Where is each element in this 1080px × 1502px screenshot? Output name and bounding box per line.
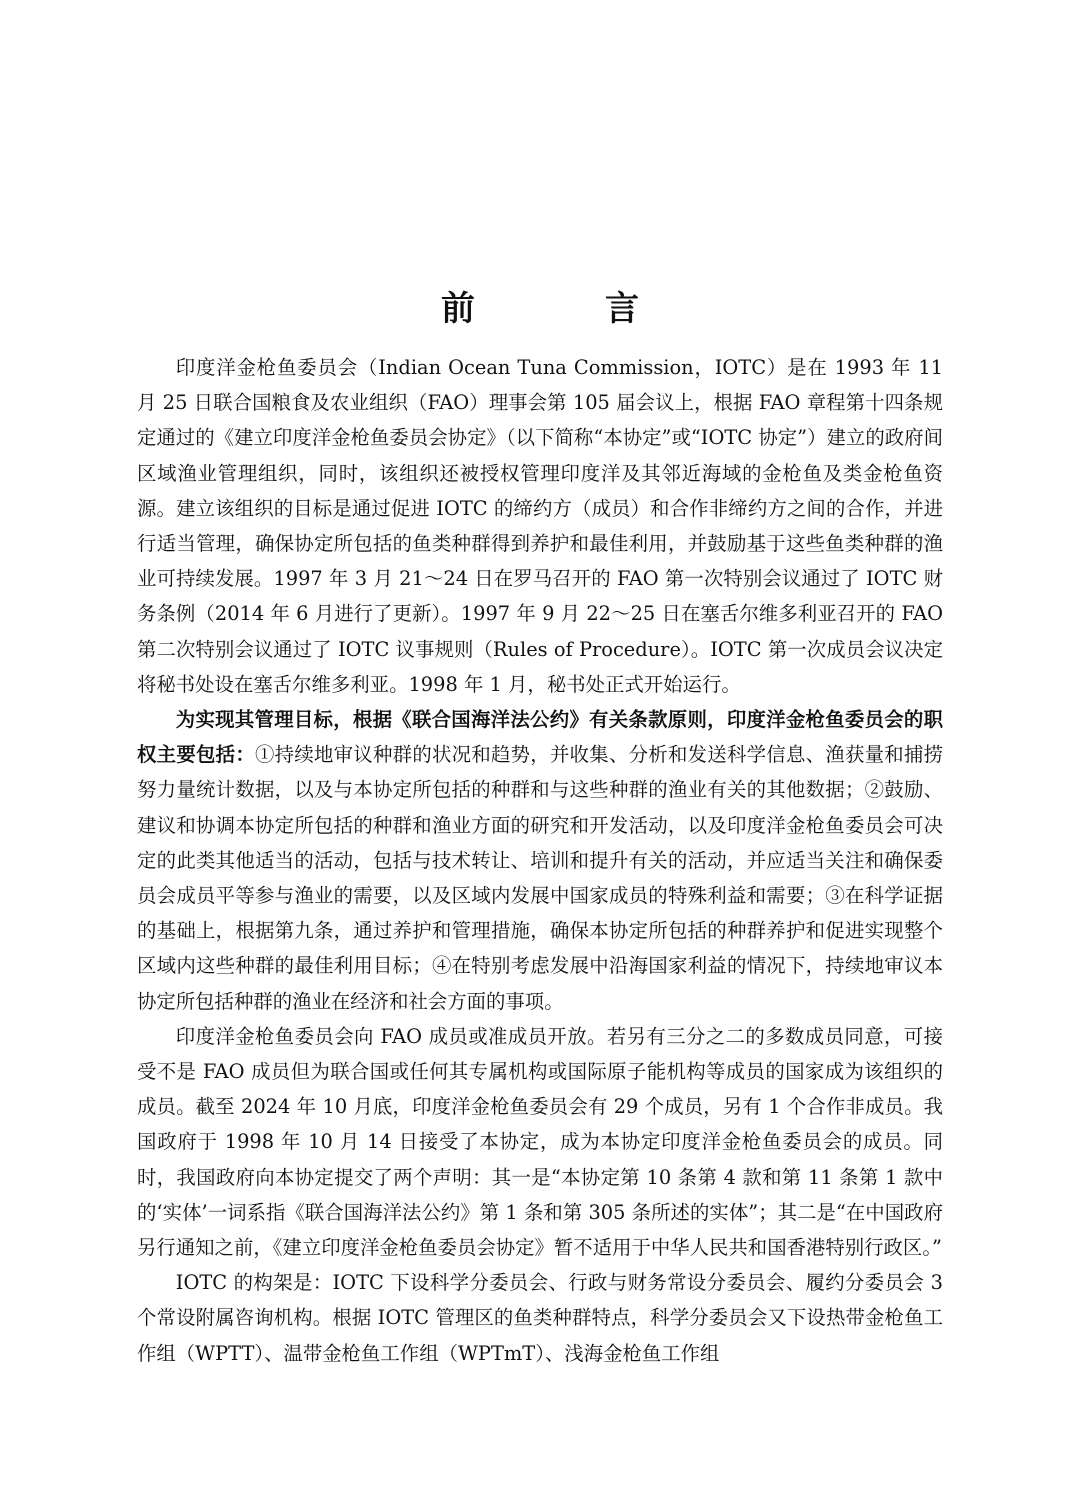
- paragraph-iotc-structure: [137, 1265, 943, 1371]
- paragraph-text: IOTC 的构架是：IOTC 下设科学分委员会、行政与财务常设分委员会、履约分委员会 3 个常设附属咨询机构。根据 IOTC 管理区的鱼类种群特点，科学分委员会又下设热带金枪鱼工作组（WPTT）、温带金枪鱼工作组（WPTmT）、浅海金枪鱼工作组: [137, 1271, 943, 1365]
- paragraph-iotc-membership: [137, 1019, 943, 1265]
- page-title: 前 言: [441, 288, 687, 329]
- paragraph-text: ①持续地审议种群的状况和趋势，并收集、分析和发送科学信息、渔获量和捕捞努力量统计数据，以及与本协定所包括的种群和与这些种群的渔业有关的其他数据；②鼓励、建议和协调本协定所包括的种群和渔业方面的研究和开发活动，以及印度洋金枪鱼委员会可决定的此类其他适当的活动，包括与技术转让、培训和提升有关的活动，并应适当关注和确保委员会成员平等参与渔业的需要，以及区域内发展中国家成员的特殊利益和需要；③在科学证据的基础上，根据第九条，通过养护和管理措施，确保本协定所包括的种群养护和促进实现整个区域内这些种群的最佳利用目标；④在特别考虑发展中沿海国家利益的情况下，持续地审议本协定所包括种群的渔业在经济和社会方面的事项。: [137, 743, 944, 1013]
- paragraph-text: 印度洋金枪鱼委员会（Indian Ocean Tuna Commission，IOTC）是在 1993 年 11 月 25 日联合国粮食及农业组织（FAO）理事会第 105 届会议上，根据 FAO 章程第十四条规定通过的《建立印度洋金枪鱼委员会协定》（以下简称“本协定”或“IOTC 协定”）建立的政府间区域渔业管理组织，同时，该组织还被授权管理印度洋及其邻近海域的金枪鱼及类金枪鱼资源。建立该组织的目标是通过促进 IOTC 的缔约方（成员）和合作非缔约方之间的合作，并进行适当管理，确保协定所包括的鱼类种群得到养护和最佳利用，并鼓励基于这些鱼类种群的渔业可持续发展。1997 年 3 月 21～24 日在罗马召开的 FAO 第一次特别会议通过了 IOTC 财务条例（2014 年 6 月进行了更新）。1997 年 9 月 22～25 日在塞舌尔维多利亚召开的 FAO 第二次特别会议通过了 IOTC 议事规则（Rules of Procedure）。IOTC 第一次成员会议决定将秘书处设在塞舌尔维多利亚。1998 年 1 月，秘书处正式开始运行。: [137, 356, 943, 696]
- paragraph-iotc-history: [137, 350, 943, 702]
- paragraph-lead: 为实现其管理目标，根据《联合国海洋法公约》有关条款原则，印度洋金枪鱼委员会的职权主要包括：: [137, 708, 943, 767]
- paragraph-iotc-functions: [137, 702, 943, 1019]
- body-text: [137, 350, 943, 1371]
- paragraph-text: 印度洋金枪鱼委员会向 FAO 成员或准成员开放。若另有三分之二的多数成员同意，可接受不是 FAO 成员但为联合国或任何其专属机构或国际原子能机构等成员的国家成为该组织的成员。截至 2024 年 10 月底，印度洋金枪鱼委员会有 29 个成员，另有 1 个合作非成员。我国政府于 1998 年 10 月 14 日接受了本协定，成为本协定印度洋金枪鱼委员会的成员。同时，我国政府向本协定提交了两个声明：其一是“本协定第 10 条第 4 款和第 11 条第 1 款中的‘实体’一词系指《联合国海洋法公约》第 1 条和第 305 条所述的实体”；其二是“在中国政府另行通知之前，《建立印度洋金枪鱼委员会协定》暂不适用于中华人民共和国香港特别行政区。”: [137, 1024, 943, 1260]
